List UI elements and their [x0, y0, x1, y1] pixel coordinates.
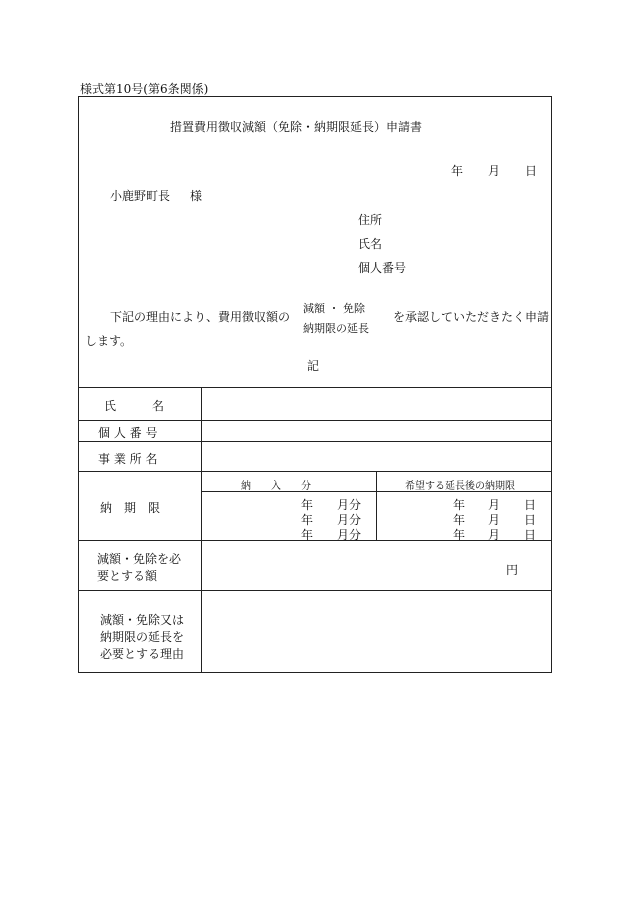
payment-year: 年: [301, 528, 314, 542]
date-year: 年: [451, 164, 464, 178]
reason-label-line3: 必要とする理由: [100, 647, 185, 661]
form-number: 様式第10号(第6条関係): [80, 82, 209, 96]
request-prefix: 下記の理由により、費用徴収額の: [110, 310, 291, 324]
form-title: 措置費用徴収減額（免除・納期限延長）申請書: [170, 120, 423, 134]
payment-year: 年: [301, 498, 314, 512]
request-continuation: します。: [85, 334, 133, 348]
table-business-name-label: 事 業 所 名: [98, 452, 158, 466]
due-date-split-rule: [376, 471, 377, 540]
desired-day: 日: [524, 498, 537, 512]
table-personal-number-label: 個 人 番 号: [98, 426, 158, 440]
ki-marker: 記: [307, 359, 320, 373]
row-rule: [78, 540, 552, 541]
reason-label-line1: 減額・免除又は: [100, 613, 185, 627]
application-form: [78, 96, 552, 673]
desired-year: 年: [453, 528, 466, 542]
desired-day: 日: [524, 528, 537, 542]
addressee-honorific: 様: [190, 189, 203, 203]
request-option-extend: 納期限の延長: [303, 322, 369, 335]
payment-month: 月分: [337, 528, 362, 542]
desired-month: 月: [488, 498, 501, 512]
payment-month: 月分: [337, 498, 362, 512]
label-column-rule: [201, 387, 202, 673]
request-option-reduce: 減額 ・ 免除: [303, 302, 365, 315]
row-rule: [78, 590, 552, 591]
table-name-label: 氏 名: [104, 399, 165, 413]
table-top-rule: [78, 387, 552, 388]
desired-year: 年: [453, 498, 466, 512]
reason-label-line2: 納期限の延長を: [100, 630, 185, 644]
desired-month: 月: [488, 528, 501, 542]
address-label: 住所: [358, 213, 383, 227]
amount-label-line1: 減額・免除を必: [97, 552, 182, 566]
addressee-name: 小鹿野町長: [110, 189, 171, 203]
payment-year: 年: [301, 513, 314, 527]
amount-unit: 円: [506, 563, 519, 577]
desired-month: 月: [488, 513, 501, 527]
row-rule: [78, 441, 552, 442]
row-rule: [78, 420, 552, 421]
table-due-date-label: 納 期 限: [100, 501, 161, 515]
desired-header: 希望する延長後の納期限: [405, 481, 515, 492]
applicant-name-label: 氏名: [358, 237, 383, 251]
row-rule: [78, 471, 552, 472]
payment-header: 納 入 分: [241, 481, 311, 492]
request-suffix: を承認していただきたく申請: [393, 310, 550, 324]
amount-label-line2: 要とする額: [97, 569, 158, 583]
payment-month: 月分: [337, 513, 362, 527]
desired-day: 日: [524, 513, 537, 527]
personal-number-label: 個人番号: [358, 261, 407, 275]
date-day: 日: [525, 164, 538, 178]
date-month: 月: [488, 164, 501, 178]
desired-year: 年: [453, 513, 466, 527]
